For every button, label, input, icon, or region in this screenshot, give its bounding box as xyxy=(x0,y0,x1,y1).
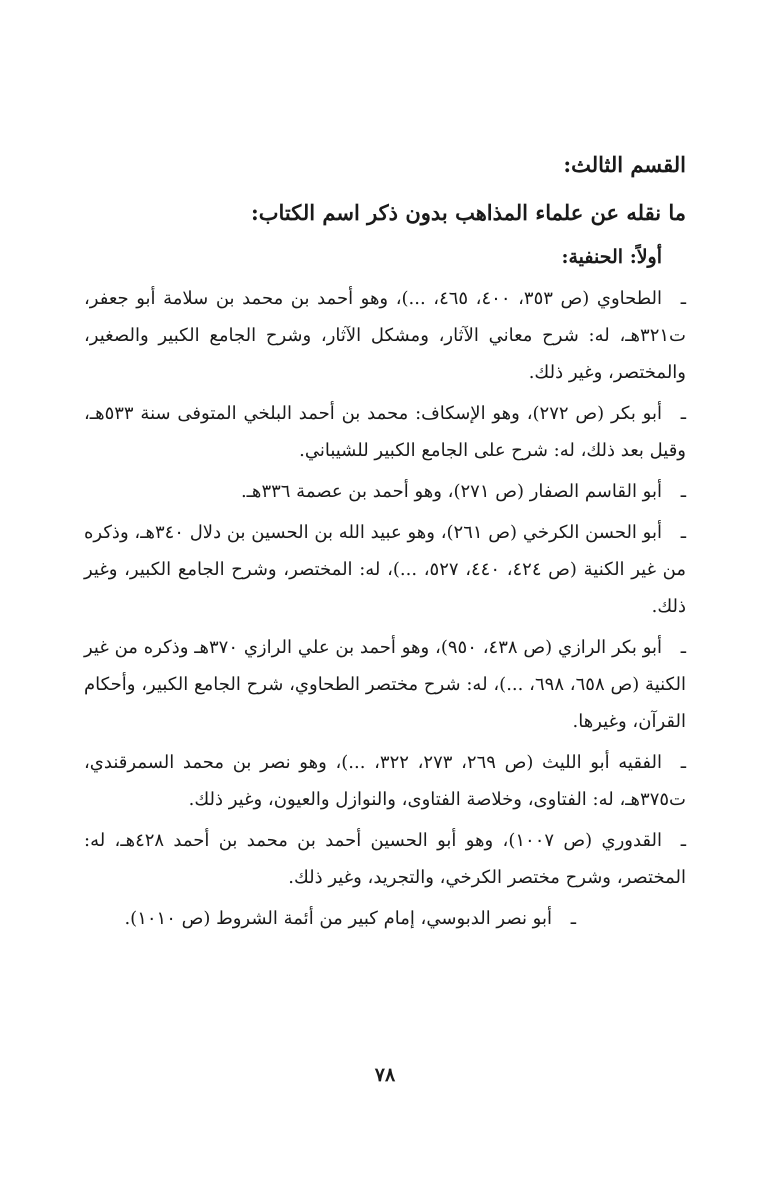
page-body xyxy=(84,150,686,941)
entry-text: الطحاوي (ص ٣٥٣، ٤٠٠، ٤٦٥، ...)، وهو أحمد بن محمد بن سلامة أبو جعفر، ت٣٢١هـ، له: شرح معاني الآثار، ومشكل الآثار، وشرح الجامع الكبير والصغير، والمختصر، وغير ذلك. xyxy=(84,288,686,383)
section-title: القسم الثالث: xyxy=(563,152,686,177)
list-item xyxy=(84,900,686,937)
list-item xyxy=(84,744,686,818)
entry-text: أبو القاسم الصفار (ص ٢٧١)، وهو أحمد بن عصمة ٣٣٦هـ. xyxy=(240,481,662,502)
list-item xyxy=(84,395,686,469)
list-dash: ـ xyxy=(680,830,686,851)
entry-text: أبو نصر الدبوسي، إمام كبير من أئمة الشروط (ص ١٠١٠). xyxy=(124,908,552,929)
group-title: أولاً: الحنفية: xyxy=(561,246,662,268)
list-dash: ـ xyxy=(680,288,686,309)
list-dash: ـ xyxy=(680,481,686,502)
list-dash: ـ xyxy=(680,752,687,773)
list-item xyxy=(84,473,686,510)
list-dash: ـ xyxy=(680,637,687,658)
entry-text: أبو الحسن الكرخي (ص ٢٦١)، وهو عبيد الله بن الحسين بن دلال ٣٤٠هـ، وذكره من غير الكنية (ص ٤٢٤، ٤٤٠، ٥٢٧، ...)، له: المختصر، وشرح الجامع الكبير، وغير ذلك. xyxy=(84,522,686,617)
list-dash: ـ xyxy=(680,403,686,424)
list-dash: ـ xyxy=(570,908,576,929)
page-number: ٧٨ xyxy=(374,1064,396,1086)
entry-text: أبو بكر (ص ٢٧٢)، وهو الإسكاف: محمد بن أحمد البلخي المتوفى سنة ٥٣٣هـ، وقيل بعد ذلك، له: شرح على الجامع الكبير للشيباني. xyxy=(84,403,686,461)
entry-text: أبو بكر الرازي (ص ٤٣٨، ٩٥٠)، وهو أحمد بن علي الرازي ٣٧٠هـ وذكره من غير الكنية (ص ٦٥٨، ٦٩٨، ...)، له: شرح مختصر الطحاوي، شرح الجامع الكبير، وأحكام القرآن، وغيرها. xyxy=(84,637,686,732)
list-item xyxy=(84,629,686,740)
section-subtitle: ما نقله عن علماء المذاهب بدون ذكر اسم الكتاب: xyxy=(250,200,686,225)
entry-text: القدوري (ص ١٠٠٧)، وهو أبو الحسين أحمد بن محمد بن أحمد ٤٢٨هـ، له: المختصر، وشرح مختصر الكرخي، والتجريد، وغير ذلك. xyxy=(84,830,686,888)
list-item xyxy=(84,280,686,391)
list-dash: ـ xyxy=(680,522,686,543)
entry-text: الفقيه أبو الليث (ص ٢٦٩، ٢٧٣، ٣٢٢، ...)، وهو نصر بن محمد السمرقندي، ت٣٧٥هـ، له: الفتاوى، وخلاصة الفتاوى، والنوازل والعيون، وغير ذلك. xyxy=(84,752,686,810)
list-item xyxy=(84,822,686,896)
scholar-list xyxy=(84,280,686,937)
list-item xyxy=(84,514,686,625)
